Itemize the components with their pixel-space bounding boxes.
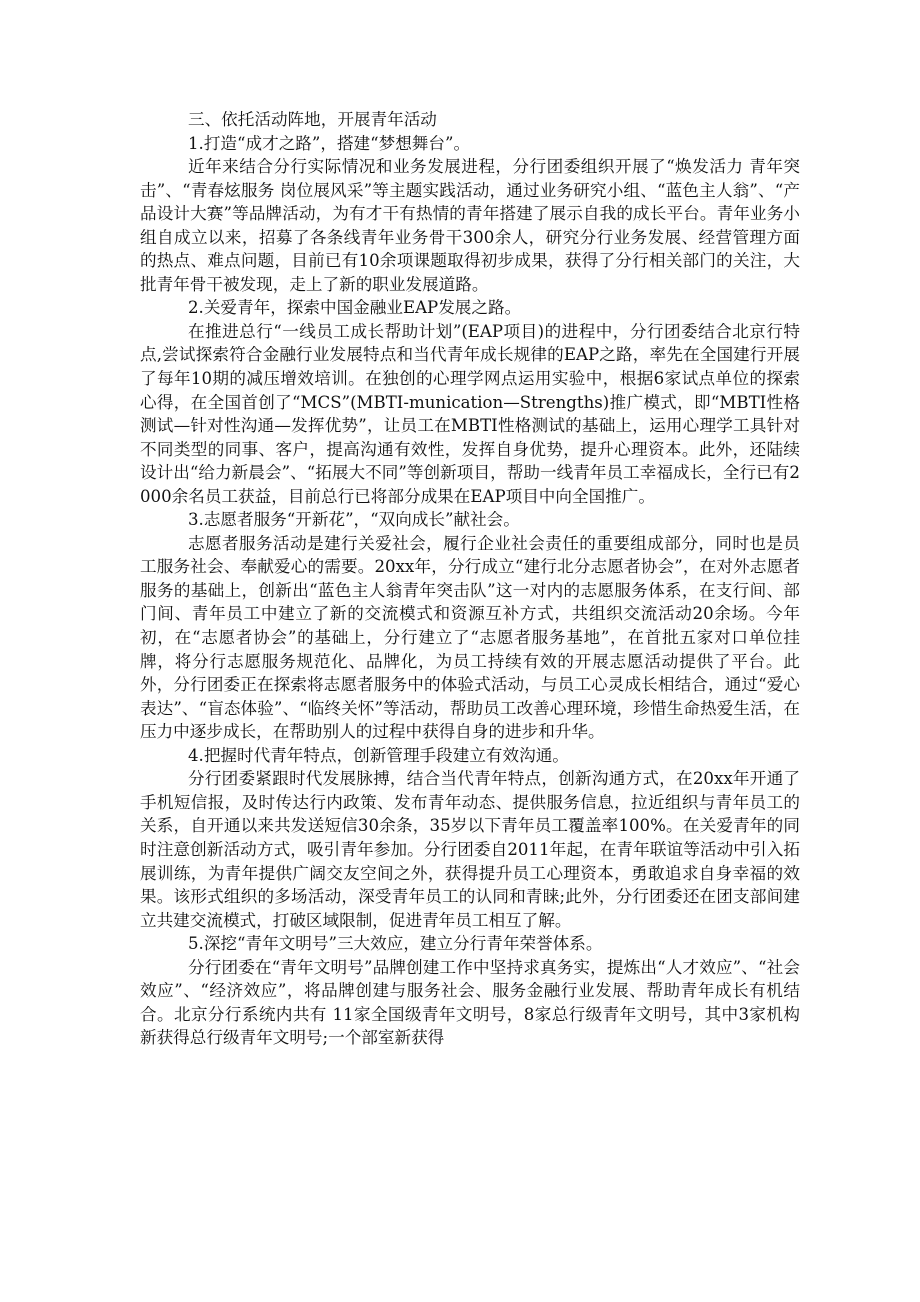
section-item-2 [140, 296, 800, 508]
item-title: 3.志愿者服务“开新花”，“双向成长”献社会。 [188, 510, 520, 530]
item-body: 分行团委紧跟时代发展脉搏，结合当代青年特点，创新沟通方式，在20xx年开通了手机短信报，及时传达行内政策、发布青年动态、提供服务信息，拉近组织与青年员工的关系，自开通以来共发送短信30余条，35岁以下青年员工覆盖率100%。在关爱青年的同时注意创新活动方式，吸引青年参加。分行团委自2011年起，在青年联谊等活动中引入拓展训练，为青年提供广阔交友空间之外，获得提升员工心理资本，勇敢追求自身幸福的效果。该形式组织的多场活动，深受青年员工的认同和青睐;此外，分行团委还在团支部间建立共建交流模式，打破区域限制，促进青年员工相互了解。 [140, 769, 800, 930]
item-body: 志愿者服务活动是建行关爱社会，履行企业社会责任的重要组成部分，同时也是员工服务社会、奉献爱心的需要。20xx年，分行成立“建行北分志愿者协会”，在对外志愿者服务的基础上，创新出“蓝色主人翁青年突击队”这一对内的志愿服务体系，在支行间、部门间、青年员工中建立了新的交流模式和资源互补方式，共组织交流活动20余场。今年初，在“志愿者协会”的基础上，分行建立了“志愿者服务基地”，在首批五家对口单位挂牌，将分行志愿服务规范化、品牌化，为员工持续有效的开展志愿活动提供了平台。此外，分行团委正在探索将志愿者服务中的体验式活动，与员工心灵成长相结合，通过“爱心表达”、“盲态体验”、“临终关怀”等活动，帮助员工改善心理环境，珍惜生命热爱生活，在压力中逐步成长，在帮助别人的过程中获得自身的进步和升华。 [140, 533, 800, 742]
item-body: 在推进总行“一线员工成长帮助计划”(EAP项目)的进程中，分行团委结合北京行特点,尝试探索符合金融行业发展特点和当代青年成长规律的EAP之路，率先在全国建行开展了每年10期的减压增效培训。在独创的心理学网点运用实验中，根据6家试点单位的探索心得，在全国首创了“MCS”(MBTI-munication—Strengths)推广模式，即“MBTI性格测试—针对性沟通—发挥优势”，让员工在MBTI性格测试的基础上，运用心理学工具针对不同类型的同事、客户，提高沟通有效性，发挥自身优势，提升心理资本。此外，还陆续设计出“给力新晨会”、“拓展大不同”等创新项目，帮助一线青年员工幸福成长，全行已有2000余名员工获益，目前总行已将部分成果在EAP项目中向全国推广。 [140, 321, 800, 506]
item-title: 5.深挖“青年文明号”三大效应，建立分行青年荣誉体系。 [188, 934, 603, 954]
item-title: 1.打造“成才之路”，搭建“梦想舞台”。 [188, 133, 471, 153]
section-item-3 [140, 508, 800, 743]
section-item-1 [140, 132, 800, 297]
item-title: 4.把握时代青年特点，创新管理手段建立有效沟通。 [188, 745, 569, 765]
section-item-4 [140, 744, 800, 932]
section-title: 三、依托活动阵地，开展青年活动 [188, 110, 437, 129]
section-item-5 [140, 932, 800, 1050]
item-body: 近年来结合分行实际情况和业务发展进程，分行团委组织开展了“焕发活力 青年突击”、“青春炫服务 岗位展风采”等主题实践活动，通过业务研究小组、“蓝色主人翁”、“产品设计大赛”等品牌活动，为有才干有热情的青年搭建了展示自我的成长平台。青年业务小组自成立以来，招募了各条线青年业务骨干300余人，研究分行业务发展、经营管理方面的热点、难点问题，目前已有10余项课题取得初步成果，获得了分行相关部门的关注，大批青年骨干被发现，走上了新的职业发展道路。 [140, 157, 800, 294]
document-page [140, 108, 800, 1050]
item-body: 分行团委在“青年文明号”品牌创建工作中坚持求真务实，提炼出“人才效应”、“社会效应”、“经济效应”，将品牌创建与服务社会、服务金融行业发展、帮助青年成长有机结合。北京分行系统内共有 11家全国级青年文明号，8家总行级青年文明号，其中3家机构新获得总行级青年文明号;一个部室新获得 [140, 957, 800, 1048]
item-title: 2.关爱青年，探索中国金融业EAP发展之路。 [188, 298, 522, 318]
